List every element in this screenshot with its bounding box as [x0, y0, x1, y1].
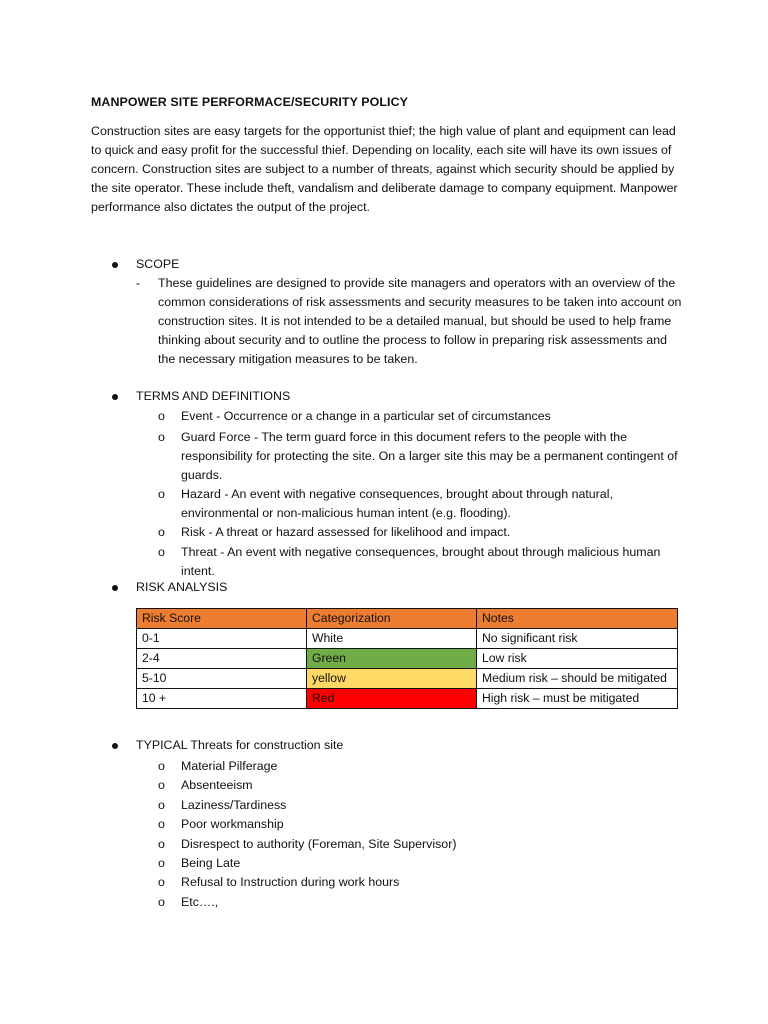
score-cell: 10 + — [137, 689, 307, 709]
scope-heading: SCOPE — [136, 257, 180, 271]
risk-heading: RISK ANALYSIS — [136, 580, 228, 594]
threat-item: Poor workmanship — [181, 817, 284, 832]
table-row — [137, 669, 678, 689]
list-marker: o — [158, 545, 165, 559]
list-marker: o — [158, 894, 165, 909]
bullet-icon — [112, 585, 118, 591]
header-cell: Categorization — [307, 609, 477, 629]
score-cell: 5-10 — [137, 669, 307, 689]
threat-item: Disrespect to authority (Foreman, Site Supervisor) — [181, 836, 457, 851]
intro-paragraph: Construction sites are easy targets for the opportunist thief; the high value of plant and equipment can lead to quick and easy profit for the successful thief. Depending on locality, each site will have its own issues of concern. Construction sites are subject to a number of threats, against which security should be applied by the site operator. These include theft, vandalism and deliberate damage to company equipment. Manpower performance also dictates the output of the project. — [91, 124, 678, 214]
score-cell: 0-1 — [137, 629, 307, 649]
threats-heading: TYPICAL Threats for construction site — [136, 738, 344, 752]
terms-heading: TERMS AND DEFINITIONS — [136, 389, 291, 403]
list-marker: o — [158, 759, 165, 773]
list-marker: o — [158, 778, 165, 793]
threat-item: Absenteeism — [181, 778, 253, 793]
list-marker: o — [158, 430, 165, 444]
header-cell: Notes — [477, 609, 678, 629]
list-marker: o — [158, 836, 165, 851]
list-marker: o — [158, 487, 165, 501]
notes-cell: Low risk — [477, 649, 678, 669]
bullet-icon — [112, 262, 118, 268]
list-marker: o — [158, 856, 165, 870]
category-cell: White — [307, 629, 477, 649]
table-row — [137, 629, 678, 649]
bullet-icon — [112, 394, 118, 400]
term-item: Hazard - An event with negative consequences, brought about through natural, environmental or non-malicious human intent (e.g. flooding). — [181, 487, 613, 520]
list-marker: o — [158, 817, 165, 832]
notes-cell: High risk – must be mitigated — [477, 689, 678, 709]
dash-marker: - — [136, 276, 141, 290]
threat-item: Being Late — [181, 856, 241, 870]
category-cell: yellow — [307, 669, 477, 689]
list-marker: o — [158, 875, 165, 890]
term-item: Risk - A threat or hazard assessed for likelihood and impact. — [181, 525, 511, 539]
term-item: Guard Force - The term guard force in this document refers to the people with the responsibility for protecting the site. On a larger site this may be a permanent contingent of guards. — [181, 430, 678, 482]
notes-cell: Medium risk – should be mitigated — [477, 669, 678, 689]
table-row — [137, 649, 678, 669]
bullet-icon — [112, 743, 118, 749]
term-item: Event - Occurrence or a change in a particular set of circumstances — [181, 409, 551, 423]
table-row — [137, 689, 678, 709]
category-cell: Red — [307, 689, 477, 709]
header-cell: Risk Score — [137, 609, 307, 629]
risk-table-header — [137, 609, 678, 629]
threat-item: Etc…., — [181, 894, 219, 909]
category-cell: Green — [307, 649, 477, 669]
score-cell: 2-4 — [137, 649, 307, 669]
list-marker: o — [158, 797, 165, 812]
scope-text: These guidelines are designed to provide site managers and operators with an overview of the common considerations of risk assessments and security measures to be taken into account on construction sites. It is not intended to be a detailed manual, but should be used to help frame thinking about security and to outline the process to follow in preparing risk assessments and the necessary mitigation measures to be taken. — [158, 276, 682, 366]
risk-table — [136, 608, 678, 709]
threat-item: Laziness/Tardiness — [181, 797, 287, 812]
notes-cell: No significant risk — [477, 629, 678, 649]
threat-item: Refusal to Instruction during work hours — [181, 875, 400, 890]
threat-item: Material Pilferage — [181, 759, 278, 773]
list-marker: o — [158, 409, 165, 423]
list-marker: o — [158, 525, 165, 539]
page-title: MANPOWER SITE PERFORMACE/SECURITY POLICY — [91, 95, 409, 109]
term-item: Threat - An event with negative consequences, brought about through malicious human intent. — [181, 545, 661, 578]
